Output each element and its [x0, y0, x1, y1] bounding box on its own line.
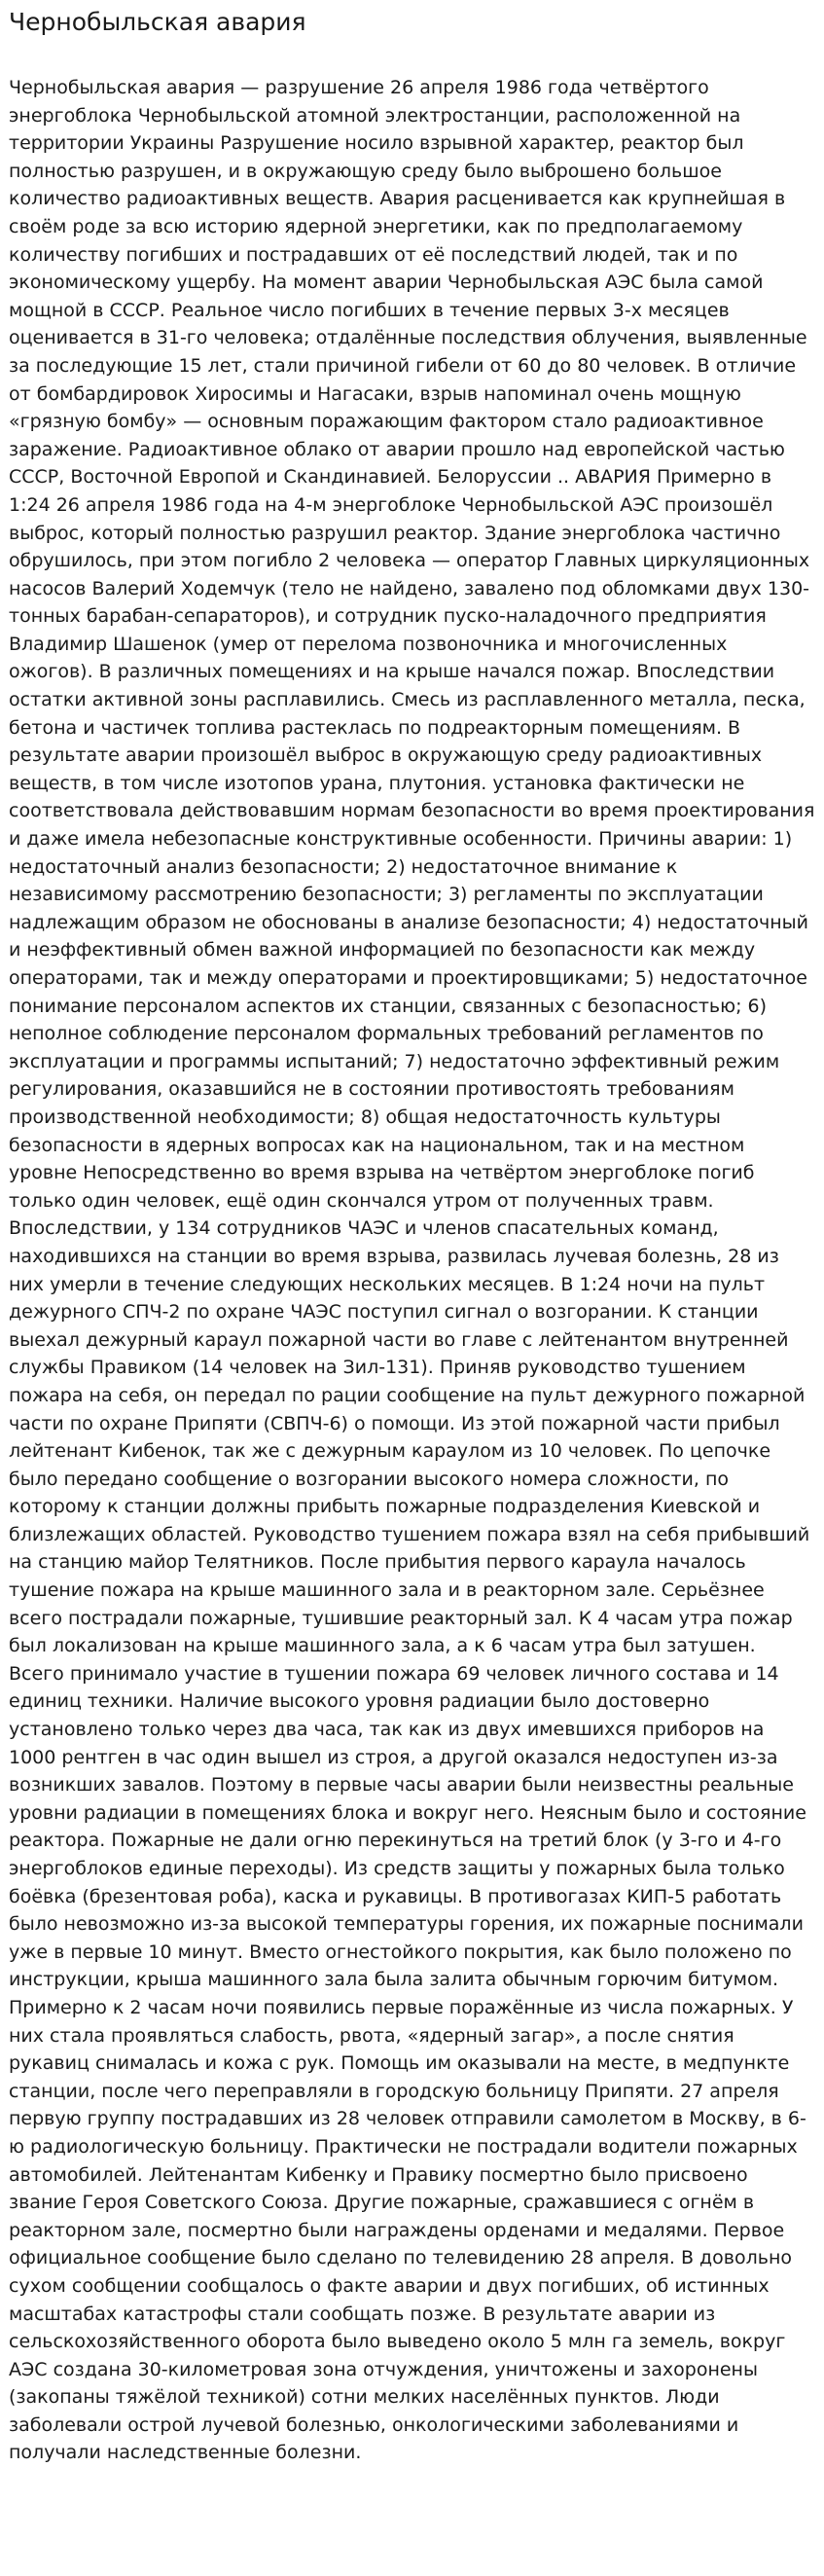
- article-body-text: Чернобыльская авария — разрушение 26 апреля 1986 года четвёртого энергоблока Чернобыльской атомной электростанции, расположенной на территории Украины Разрушение носило взрывной характер, реактор был полностью разрушен, и в окружающую среду было выброшено большое количество радиоактивных веществ. Авария расценивается как крупнейшая в своём роде за всю историю ядерной энергетики, как по предполагаемому количеству погибших и пострадавших от её последствий людей, так и по экономическому ущербу. На момент аварии Чернобыльская АЭС была самой мощной в СССР. Реальное число погибших в течение первых 3-х месяцев оценивается в 31-го человека; отдалённые последствия облучения, выявленные за последующие 15 лет, стали причиной гибели от 60 до 80 человек. В отличие от бомбардировок Хиросимы и Нагасаки, взрыв напоминал очень мощную «грязную бомбу» — основным поражающим фактором стало радиоактивное заражение. Радиоактивное облако от аварии прошло над европейской частью СССР, Восточной Европой и Скандинавией. Белоруссии .. АВАРИЯ Примерно в 1:24 26 апреля 1986 года на 4-м энергоблоке Чернобыльской АЭС произошёл выброс, который полностью разрушил реактор. Здание энергоблока частично обрушилось, при этом погибло 2 человека — оператор Главных циркуляционных насосов Валерий Ходемчук (тело не найдено, завалено под обломками двух 130-тонных барабан-сепараторов), и сотрудник пуско-наладочного предприятия Владимир Шашенок (умер от перелома позвоночника и многочисленных ожогов). В различных помещениях и на крыше начался пожар. Впоследствии остатки активной зоны расплавились. Смесь из расплавленного металла, песка, бетона и частичек топлива растеклась по подреакторным помещениям. В результате аварии произошёл выброс в окружающую среду радиоактивных веществ, в том числе изотопов урана, плутония. установка фактически не соответствовала действовавшим нормам безопасности во время проектирования и даже имела небезопасные конструктивные особенности. Причины аварии: 1) недостаточный анализ безопасности; 2) недостаточное внимание к независимому рассмотрению безопасности; 3) регламенты по эксплуатации надлежащим образом не обоснованы в анализе безопасности; 4) недостаточный и неэффективный обмен важной информацией по безопасности как между операторами, так и между операторами и проектировщиками; 5) недостаточное понимание персоналом аспектов их станции, связанных с безопасностью; 6) неполное соблюдение персоналом формальных требований регламентов по эксплуатации и программы испытаний; 7) недостаточно эффективный режим регулирования, оказавшийся не в состоянии противостоять требованиям производственной необходимости; 8) общая недостаточность культуры безопасности в ядерных вопросах как на национальном, так и на местном уровне Непосредственно во время взрыва на четвёртом энергоблоке погиб только один человек, ещё один скончался утром от полученных травм. Впоследствии, у 134 сотрудников ЧАЭС и членов спасательных команд, находившихся на станции во время взрыва, развилась лучевая болезнь, 28 из них умерли в течение следующих нескольких месяцев. В 1:24 ночи на пульт дежурного СПЧ-2 по охране ЧАЭС поступил сигнал о возгорании. К станции выехал дежурный караул пожарной части во главе с лейтенантом внутренней службы Правиком (14 человек на Зил-131). Приняв руководство тушением пожара на себя, он передал по рации сообщение на пульт дежурного пожарной части по охране Припяти (СВПЧ-6) о помощи. Из этой пожарной части прибыл лейтенант Кибенок, так же с дежурным караулом из 10 человек. По цепочке было передано сообщение о возгорании высокого номера сложности, по которому к станции должны прибыть пожарные подразделения Киевской и близлежащих областей. Руководство тушением пожара взял на себя прибывший на станцию майор Телятников. После прибытия первого караула началось тушение пожара на крыше машинного зала и в реакторном зале. Серьёзнее всего пострадали пожарные, тушившие реакторный зал. К 4 часам утра пожар был локализован на крыше машинного зала, а к 6 часам утра был затушен. Всего принимало участие в тушении пожара 69 человек личного состава и 14 единиц техники. Наличие высокого уровня радиации было достоверно установлено только через два часа, так как из двух имевшихся приборов на 1000 рентген в час один вышел из строя, а другой оказался недоступен из-за возникших завалов. Поэтому в первые часы аварии были неизвестны реальные уровни радиации в помещениях блока и вокруг него. Неясным было и состояние реактора. Пожарные не дали огню перекинуться на третий блок (у 3-го и 4-го энергоблоков единые переходы). Из средств защиты у пожарных была только боёвка (брезентовая роба), каска и рукавицы. В противогазах КИП-5 работать было невозможно из-за высокой температуры горения, их пожарные поснимали уже в первые 10 минут. Вместо огнестойкого покрытия, как было положено по инструкции, крыша машинного зала была залита обычным горючим битумом. Примерно к 2 часам ночи появились первые поражённые из числа пожарных. У них стала проявляться слабость, рвота, «ядерный загар», а после снятия рукавиц снималась и кожа с рук. Помощь им оказывали на месте, в медпункте станции, после чего переправляли в городскую больницу Припяти. 27 апреля первую группу пострадавших из 28 человек отправили самолетом в Москву, в 6-ю радиологическую больницу. Практически не пострадали водители пожарных автомобилей. Лейтенантам Кибенку и Правику посмертно было присвоено звание Героя Советского Союза. Другие пожарные, сражавшиеся с огнём в реакторном зале, посмертно были награждены орденами и медалями. Первое официальное сообщение было сделано по телевидению 28 апреля. В довольно сухом сообщении сообщалось о факте аварии и двух погибших, об истинных масштабах катастрофы стали сообщать позже. В результате аварии из сельскохозяйственного оборота было выведено около 5 млн га земель, вокруг АЭС создана 30-километровая зона отчуждения, уничтожены и захоронены (закопаны тяжёлой техникой) сотни мелких населённых пунктов. Люди заболевали острой лучевой болезнью, онкологическими заболеваниями и получали наследственные болезни.: [9, 77, 815, 2464]
- page-title: Чернобыльская авария: [9, 8, 306, 36]
